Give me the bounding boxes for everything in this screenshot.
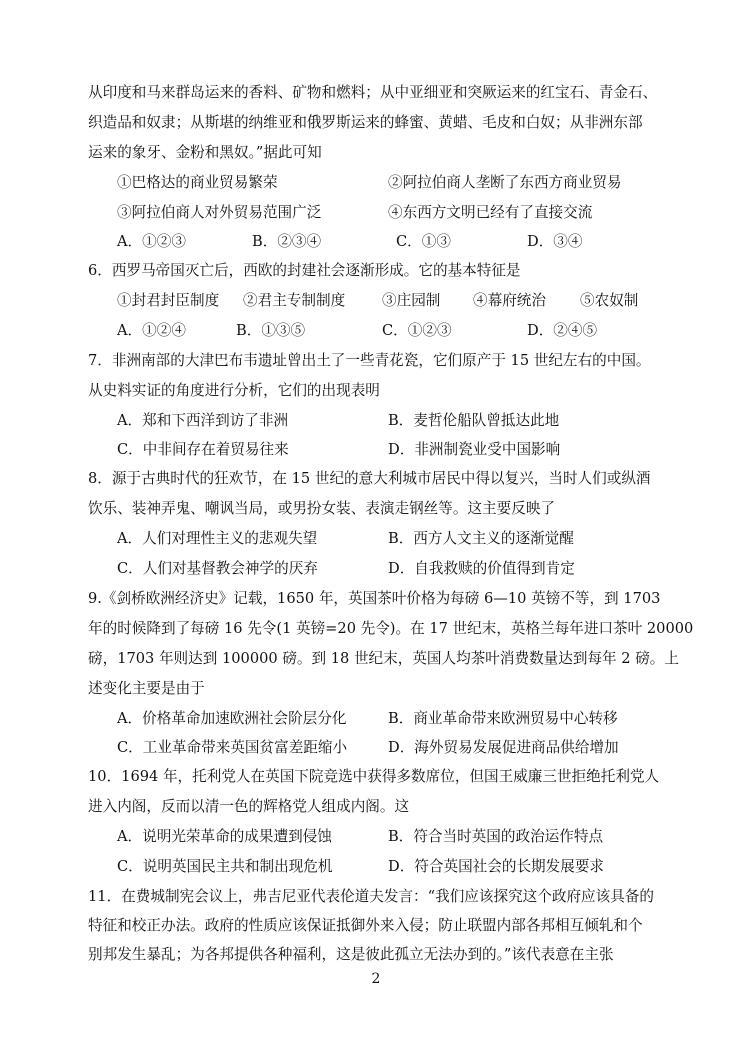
q7-option-d: D．非洲制瓷业受中国影响 (388, 441, 561, 458)
q7-stem-line: 从史料实证的角度进行分析，它们的出现表明 (88, 382, 380, 399)
q5-stem-line: 从印度和马来群岛运来的香料、矿物和燃料；从中亚细亚和突厥运来的红宝石、青金石、 (88, 84, 658, 101)
q9-option-c: C．工业革命带来英国贫富差距缩小 (117, 739, 348, 756)
q6-statement-5: ⑤农奴制 (580, 292, 639, 309)
q5-option-c: C．①③ (396, 233, 451, 250)
q9-option-a: A．价格革命加速欧洲社会阶层分化 (117, 710, 347, 727)
q11-stem-line: 11．在费城制宪会议上，弗吉尼亚代表伦道夫发言：“我们应该探究这个政府应该具备的 (88, 888, 655, 905)
q6-option-a: A．①②④ (117, 322, 186, 339)
q10-option-c: C．说明英国民主共和制出现危机 (117, 858, 333, 875)
q10-stem-line: 10．1694 年，托利党人在英国下院竞选中获得多数席位，但国王威廉三世拒绝托利党人 (88, 768, 660, 785)
q10-option-d: D．符合英国社会的长期发展要求 (388, 858, 605, 875)
q9-stem-line: 年的时候降到了每磅 16 先令(1 英镑=20 先令)。在 17 世纪末，英格兰每年进口茶叶 20000 (88, 620, 694, 637)
q9-option-d: D．海外贸易发展促进商品供给增加 (388, 739, 619, 756)
q5-statement-3: ③阿拉伯商人对外贸易范围广泛 (117, 204, 322, 221)
q9-stem-line: 9.《剑桥欧洲经济史》记载，1650 年，英国茶叶价格为每磅 6—10 英镑不等，到 1703 (88, 590, 661, 607)
q6-statement-1: ①封君封臣制度 (117, 292, 220, 309)
q6-option-c: C．①②③ (382, 322, 452, 339)
q5-statement-1: ①巴格达的商业贸易繁荣 (117, 174, 278, 191)
q6-option-b: B．①③⑤ (236, 322, 306, 339)
q6-statement-4: ④幕府统治 (473, 292, 546, 309)
q7-option-c: C．中非间存在着贸易往来 (117, 441, 289, 458)
q10-option-b: B．符合当时英国的政治运作特点 (388, 828, 604, 845)
q9-stem-line: 述变化主要是由于 (88, 680, 205, 697)
q5-option-d: D．③④ (527, 233, 583, 250)
q8-option-c: C．人们对基督教会神学的厌弃 (117, 560, 318, 577)
q6-statement-3: ③庄园制 (382, 292, 441, 309)
q8-option-a: A．人们对理性主义的悲观失望 (117, 530, 318, 547)
q8-option-b: B．西方人文主义的逐渐觉醒 (388, 530, 574, 547)
q5-option-b: B．②③④ (252, 233, 322, 250)
page-number: 2 (371, 971, 381, 987)
q11-stem-line: 别邦发生暴乱；为各邦提供各种福利，这是彼此孤立无法办到的。”该代表意在主张 (88, 946, 614, 963)
q10-option-a: A．说明光荣革命的成果遭到侵蚀 (117, 828, 332, 845)
q6-statement-2: ②君主专制制度 (243, 292, 346, 309)
q9-stem-line: 磅，1703 年则达到 100000 磅。到 18 世纪末，英国人均茶叶消费数量达到每年 2 磅。上 (88, 650, 679, 667)
q7-option-a: A．郑和下西洋到访了非洲 (117, 412, 289, 429)
q11-stem-line: 特征和校正办法。政府的性质应该保证抵御外来入侵；防止联盟内部各邦相互倾轧和个 (88, 917, 643, 934)
q5-option-a: A．①②③ (117, 233, 186, 250)
q9-option-b: B．商业革命带来欧洲贸易中心转移 (388, 710, 618, 727)
q6-option-d: D．②④⑤ (527, 322, 598, 339)
q8-option-d: D．自我救赎的价值得到肯定 (388, 560, 575, 577)
q5-stem-line: 织造品和奴隶；从斯堪的纳维亚和俄罗斯运来的蜂蜜、黄蜡、毛皮和白奴；从非洲东部 (88, 114, 643, 131)
q10-stem-line: 进入内阁，反而以清一色的辉格党人组成内阁。这 (88, 798, 410, 815)
q8-stem-line: 饮乐、装神弄鬼、嘲讽当局，或男扮女装、表演走钢丝等。这主要反映了 (88, 500, 556, 517)
q5-statement-4: ④东西方文明已经有了直接交流 (388, 204, 593, 221)
q7-stem-line: 7．非洲南部的大津巴布韦遗址曾出土了一些青花瓷，它们原产于 15 世纪左右的中国。 (88, 352, 651, 369)
q5-stem-line: 运来的象牙、金粉和黑奴。”据此可知 (88, 144, 322, 161)
q5-statement-2: ②阿拉伯商人垄断了东西方商业贸易 (388, 174, 622, 191)
q6-stem: 6．西罗马帝国灭亡后，西欧的封建社会逐渐形成。它的基本特征是 (88, 262, 521, 279)
q8-stem-line: 8．源于古典时代的狂欢节，在 15 世纪的意大利城市居民中得以复兴，当时人们或纵酒 (88, 470, 651, 487)
q7-option-b: B．麦哲伦船队曾抵达此地 (388, 412, 560, 429)
